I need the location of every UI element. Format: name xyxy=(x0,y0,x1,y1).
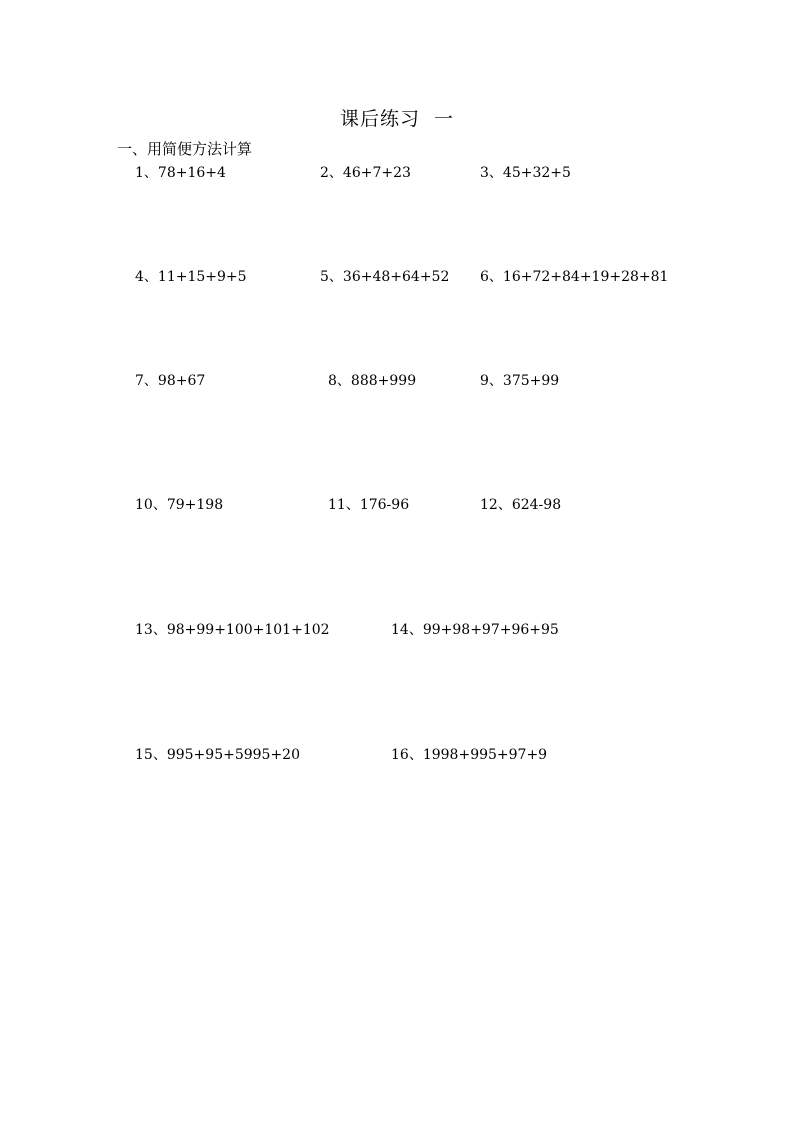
problem-number: 3、 xyxy=(480,165,503,181)
problem-expression: 99+98+97+96+95 xyxy=(422,622,559,638)
problem-14 xyxy=(391,619,559,639)
page-title: 课后练习 一 xyxy=(339,108,455,130)
problem-number: 16、 xyxy=(391,747,423,763)
problem-expression: 375+99 xyxy=(502,373,560,389)
problem-10 xyxy=(135,494,223,514)
problem-number: 11、 xyxy=(328,497,360,513)
problem-expression: 16+72+84+19+28+81 xyxy=(502,269,669,285)
problem-5 xyxy=(320,266,449,286)
problem-number: 14、 xyxy=(391,622,423,638)
problem-number: 8、 xyxy=(328,373,351,389)
problem-number: 5、 xyxy=(320,269,343,285)
problem-number: 1、 xyxy=(135,165,158,181)
problem-expression: 995+95+5995+20 xyxy=(166,747,300,763)
problem-number: 12、 xyxy=(480,497,512,513)
problem-expression: 78+16+4 xyxy=(157,165,226,181)
problem-expression: 1998+995+97+9 xyxy=(422,747,548,763)
problem-2 xyxy=(320,162,411,182)
problem-1 xyxy=(135,162,226,182)
problem-number: 4、 xyxy=(135,269,158,285)
problem-7 xyxy=(135,370,205,390)
problem-number: 9、 xyxy=(480,373,503,389)
problem-9 xyxy=(480,370,559,390)
problem-6 xyxy=(480,266,668,286)
problem-number: 7、 xyxy=(135,373,158,389)
problem-16 xyxy=(391,744,547,764)
problem-8 xyxy=(328,370,416,390)
problem-expression: 98+67 xyxy=(157,373,206,389)
problem-3 xyxy=(480,162,571,182)
problem-number: 2、 xyxy=(320,165,343,181)
problem-number: 15、 xyxy=(135,747,167,763)
problem-number: 13、 xyxy=(135,622,167,638)
problem-15 xyxy=(135,744,300,764)
problem-12 xyxy=(480,494,561,514)
problem-expression: 46+7+23 xyxy=(342,165,411,181)
problem-expression: 36+48+64+52 xyxy=(342,269,450,285)
problem-11 xyxy=(328,494,409,514)
problem-number: 10、 xyxy=(135,497,167,513)
problem-expression: 176-96 xyxy=(359,497,410,513)
problem-expression: 624-98 xyxy=(511,497,562,513)
problem-expression: 45+32+5 xyxy=(502,165,571,181)
problem-expression: 888+999 xyxy=(350,373,417,389)
problem-expression: 79+198 xyxy=(166,497,224,513)
problem-13 xyxy=(135,619,330,639)
problem-expression: 11+15+9+5 xyxy=(157,269,247,285)
problem-number: 6、 xyxy=(480,269,503,285)
section-heading: 一、用简便方法计算 xyxy=(117,140,253,158)
problem-expression: 98+99+100+101+102 xyxy=(166,622,330,638)
problem-4 xyxy=(135,266,247,286)
